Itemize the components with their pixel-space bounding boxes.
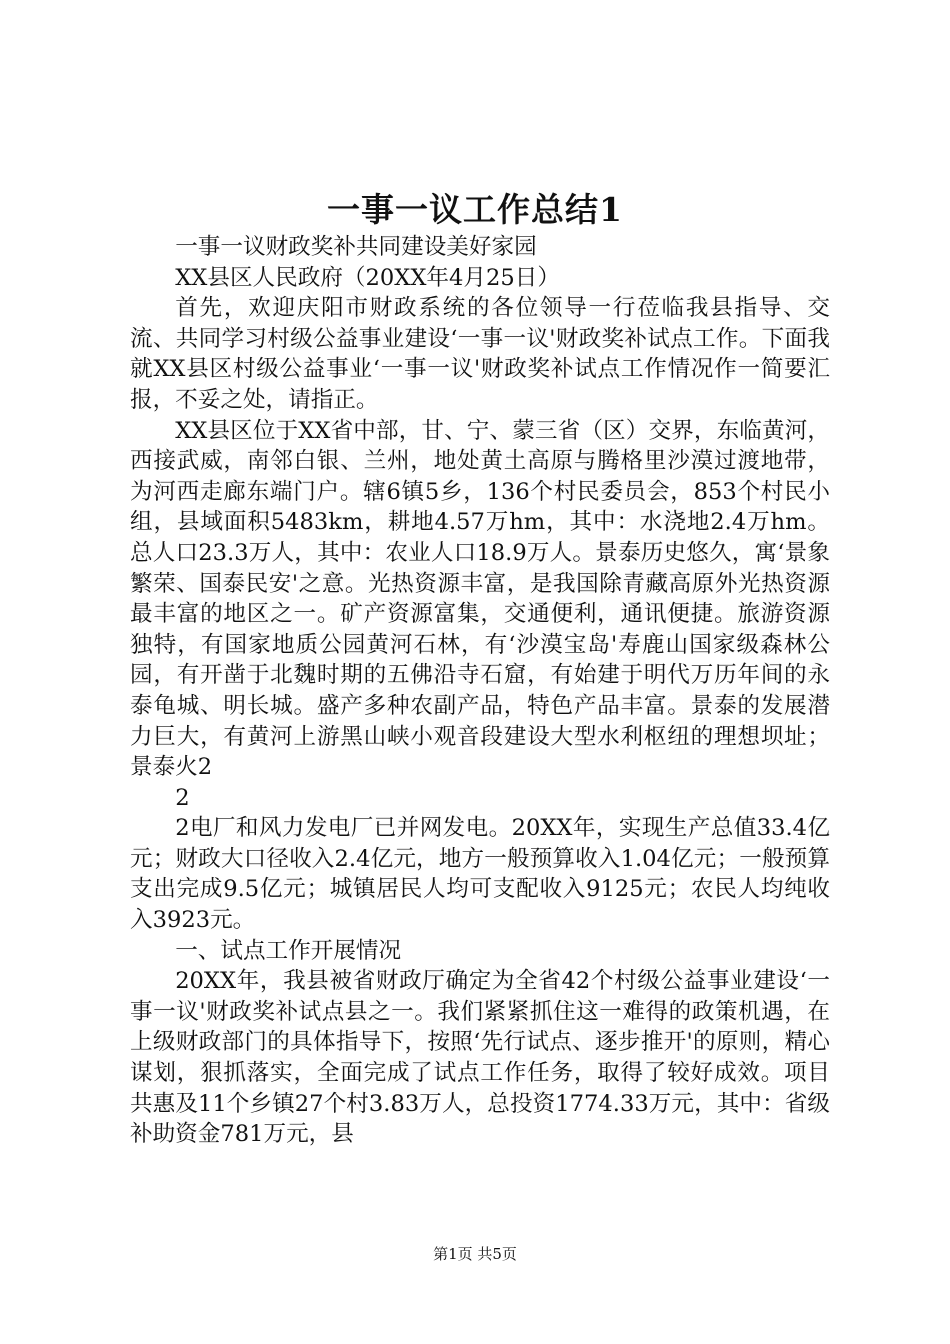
document-body bbox=[130, 232, 830, 1150]
page-footer: 第1页 共5页 bbox=[433, 1245, 517, 1263]
paragraph-page-marker: 2 bbox=[175, 784, 190, 811]
paragraph-welcome: 首先，欢迎庆阳市财政系统的各位领导一行莅临我县指导、交流、共同学习村级公益事业建设‘一事一议'财政奖补试点工作。下面我就XX县区村级公益事业‘一事一议'财政奖补试点工作情况作一简要汇报，不妥之处，请指正。 bbox=[130, 295, 830, 413]
paragraph-economy: 2电厂和风力发电厂已并网发电。20XX年，实现生产总值33.4亿元；财政大口径收入2.4亿元，地方一般预算收入1.04亿元；一般预算支出完成9.5亿元；城镇居民人均可支配收入9125元；农民人均纯收入3923元。 bbox=[130, 815, 830, 934]
subtitle-line: 一事一议财政奖补共同建设美好家园 bbox=[175, 234, 537, 260]
paragraph-pilot-work: 20XX年，我县被省财政厅确定为全省42个村级公益事业建设‘一事一议'财政奖补试点县之一。我们紧紧抓住这一难得的政策机遇，在上级财政部门的具体指导下，按照‘先行试点、逐步推开'的原则，精心谋划，狠抓落实，全面完成了试点工作任务，取得了较好成效。项目共惠及11个乡镇27个村3.83万人，总投资1774.33万元，其中：省级补助资金781万元，县 bbox=[130, 968, 830, 1148]
section-heading-pilot-work: 一、试点工作开展情况 bbox=[175, 937, 402, 964]
paragraph-county-overview: XX县区位于XX省中部，甘、宁、蒙三省（区）交界，东临黄河，西接武威，南邻白银、兰州，地处黄土高原与腾格里沙漠过渡地带，为河西走廊东端门户。辖6镇5乡，136个村民委员会，853个村民小组，县域面积5483km，耕地4.57万hm，其中：水浇地2.4万hm。总人口23.3万人，其中：农业人口18.9万人。景泰历史悠久，寓‘景象繁荣、国泰民安'之意。光热资源丰富，是我国除青藏高原外光热资源最丰富的地区之一。矿产资源富集，交通便利，通讯便捷。旅游资源独特，有国家地质公园黄河石林，有‘沙漠宝岛'寿鹿山国家级森林公园，有开凿于北魏时期的五佛沿寺石窟，有始建于明代万历年间的永泰龟城、明长城。盛产多种农副产品，特色产品丰富。景泰的发展潜力巨大，有黄河上游黑山峡小观音段建设大型水利枢纽的理想坝址；景泰火2 bbox=[130, 417, 830, 781]
author-date-line: XX县区人民政府（20XX年4月25日） bbox=[175, 264, 560, 291]
document-title: 一事一议工作总结1 bbox=[327, 190, 623, 229]
